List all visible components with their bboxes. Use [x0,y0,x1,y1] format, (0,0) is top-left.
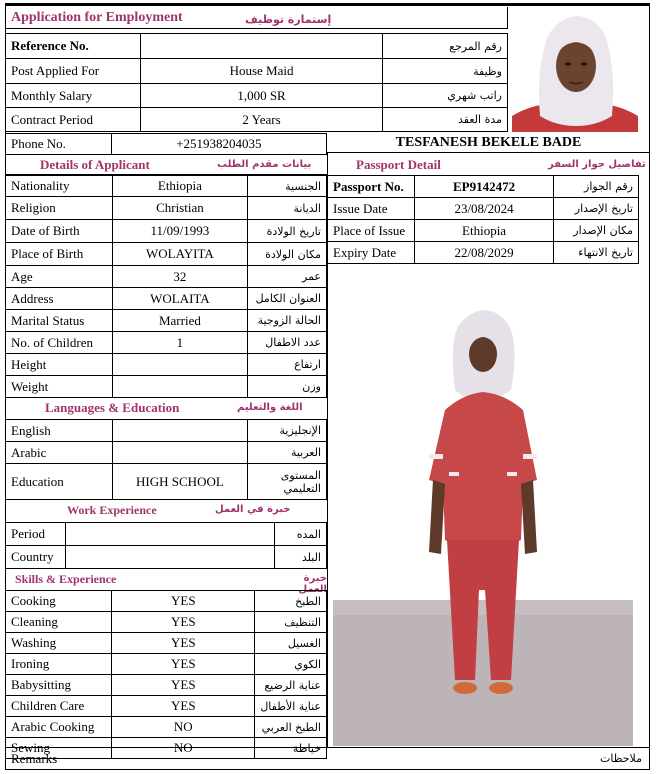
table-row [6,176,327,197]
skills-table [5,590,327,759]
row-label-ar: عناية الرضيع [255,675,327,696]
languages-section-title-ar: اللغة والتعليم [237,402,303,413]
row-label-ar: المستوى التعليمي [248,464,327,500]
row-label: Expiry Date [328,242,415,264]
row-value: YES [112,696,255,717]
row-label: Religion [6,197,113,220]
row-label-ar: تاريخ الولادة [248,220,327,243]
row-label-ar: عمر [248,266,327,288]
row-label-ar: العربية [248,442,327,464]
job-row [6,59,508,84]
row-label: Place of Birth [6,243,113,266]
row-label-ar: الحالة الزوجية [248,310,327,332]
table-row [6,654,327,675]
row-value [112,354,247,376]
row-label: Arabic [6,442,113,464]
table-row [6,675,327,696]
table-row [6,696,327,717]
applicant-table [5,175,327,398]
row-label: Period [6,523,66,546]
row-label-ar: الإنجليزية [248,420,327,442]
row-label-ar: وزن [248,376,327,398]
job-value: 2 Years [140,108,382,132]
row-label-ar: العنوان الكامل [248,288,327,310]
applicant-name: TESFANESH BEKELE BADE [327,133,650,153]
languages-table [5,419,327,500]
row-label: Cleaning [6,612,112,633]
row-label: Ironing [6,654,112,675]
row-value [112,442,248,464]
table-row [328,242,639,264]
table-row [6,197,327,220]
table-row [328,220,639,242]
row-value: NO [112,717,255,738]
row-value: Christian [112,197,247,220]
row-label: Passport No. [328,176,415,198]
row-label-ar: الجنسية [248,176,327,197]
row-label: Education [6,464,113,500]
job-label: Contract Period [6,108,141,132]
row-value: EP9142472 [414,176,553,198]
row-value: YES [112,633,255,654]
row-label-ar: الديانة [248,197,327,220]
row-label-ar: رقم الجواز [554,176,639,198]
job-value: 1,000 SR [140,84,382,108]
job-value [140,34,382,59]
table-row [6,420,327,442]
job-label-ar: راتب شهري [383,84,508,108]
row-label: Babysitting [6,675,112,696]
job-row [6,34,508,59]
job-label: Monthly Salary [6,84,141,108]
table-row [6,288,327,310]
row-label-ar: التنظيف [255,612,327,633]
row-value [112,420,248,442]
passport-section-title: Passport Detail [356,157,441,172]
row-value: YES [112,591,255,612]
row-value [65,546,274,569]
row-label: Cooking [6,591,112,612]
job-details-table [5,33,508,132]
row-label: English [6,420,113,442]
table-row [6,310,327,332]
job-value: House Maid [140,59,382,84]
form-title: Application for Employment [11,9,183,25]
work-section-title: Work Experience [67,503,157,517]
row-label-ar: عدد الاطفال [248,332,327,354]
applicant-headshot [512,8,638,132]
phone-table [5,133,327,155]
row-label: Nationality [6,176,113,197]
table-row [328,198,639,220]
row-label: Arabic Cooking [6,717,112,738]
applicant-full-photo [333,270,633,746]
row-label-ar: البلد [275,546,327,569]
table-row [6,464,327,500]
remarks-label-ar: ملاحظات [600,752,642,765]
job-label: Reference No. [6,34,141,59]
applicant-section-title-ar: بيانات مقدم الطلب [217,159,312,170]
row-value: Married [112,310,247,332]
work-section-title-ar: خبرة في العمل [215,504,291,515]
table-row [6,612,327,633]
row-value: YES [112,654,255,675]
row-label-ar: الطبخ العربي [255,717,327,738]
row-label-ar: المده [275,523,327,546]
row-label: Marital Status [6,310,113,332]
table-row [6,717,327,738]
row-label-ar: الطبخ [255,591,327,612]
row-label: Date of Birth [6,220,113,243]
row-label: Country [6,546,66,569]
row-label: Sewing [6,738,112,759]
remarks-label: Remarks [11,751,58,766]
row-label-ar: ارتفاع [248,354,327,376]
row-label-ar: عناية الأطفال [255,696,327,717]
job-row [6,108,508,132]
row-value: Ethiopia [112,176,247,197]
table-row [6,442,327,464]
phone-label: Phone No. [6,134,112,155]
row-label-ar: الغسيل [255,633,327,654]
row-label: Children Care [6,696,112,717]
row-value: YES [112,675,255,696]
skills-section-title-ar: خبرة العمل [298,573,327,595]
table-row [6,546,327,569]
table-row [328,176,639,198]
table-row [6,266,327,288]
passport-table [327,175,639,264]
row-value: 1 [112,332,247,354]
table-row [6,220,327,243]
row-value: YES [112,612,255,633]
row-label: Issue Date [328,198,415,220]
row-label-ar: تاريخ الانتهاء [554,242,639,264]
row-value: HIGH SCHOOL [112,464,248,500]
skills-section-title: Skills & Experience [15,572,117,586]
row-label-ar: مكان الولادة [248,243,327,266]
job-label-ar: رقم المرجع [383,34,508,59]
row-value: 11/09/1993 [112,220,247,243]
table-row [6,633,327,654]
job-label-ar: مدة العقد [383,108,508,132]
row-label: Weight [6,376,113,398]
row-label: Height [6,354,113,376]
row-label: Washing [6,633,112,654]
table-row [6,523,327,546]
row-value: 23/08/2024 [414,198,553,220]
table-row [6,243,327,266]
passport-section-title-ar: تفاصيل جواز السفر [548,159,646,170]
row-label: Age [6,266,113,288]
job-label-ar: وظيفة [383,59,508,84]
languages-section-title: Languages & Education [45,400,180,415]
work-table [5,522,327,569]
row-label-ar: خياطة [255,738,327,759]
row-label-ar: الكوي [255,654,327,675]
row-value: NO [112,738,255,759]
job-label: Post Applied For [6,59,141,84]
applicant-section-title: Details of Applicant [40,157,150,172]
row-value: Ethiopia [414,220,553,242]
row-value [65,523,274,546]
phone-value: +251938204035 [111,134,326,155]
row-label: Place of Issue [328,220,415,242]
form-title-ar: إستمارة توظيف [245,13,332,26]
row-value [112,376,247,398]
row-label-ar: تاريخ الإصدار [554,198,639,220]
job-row [6,84,508,108]
table-row [6,376,327,398]
row-label-ar: مكان الإصدار [554,220,639,242]
table-row [6,354,327,376]
row-label: Address [6,288,113,310]
row-value: WOLAYITA [112,243,247,266]
row-value: 32 [112,266,247,288]
table-row [6,332,327,354]
row-label: No. of Children [6,332,113,354]
row-value: 22/08/2029 [414,242,553,264]
table-row [6,591,327,612]
row-value: WOLAITA [112,288,247,310]
